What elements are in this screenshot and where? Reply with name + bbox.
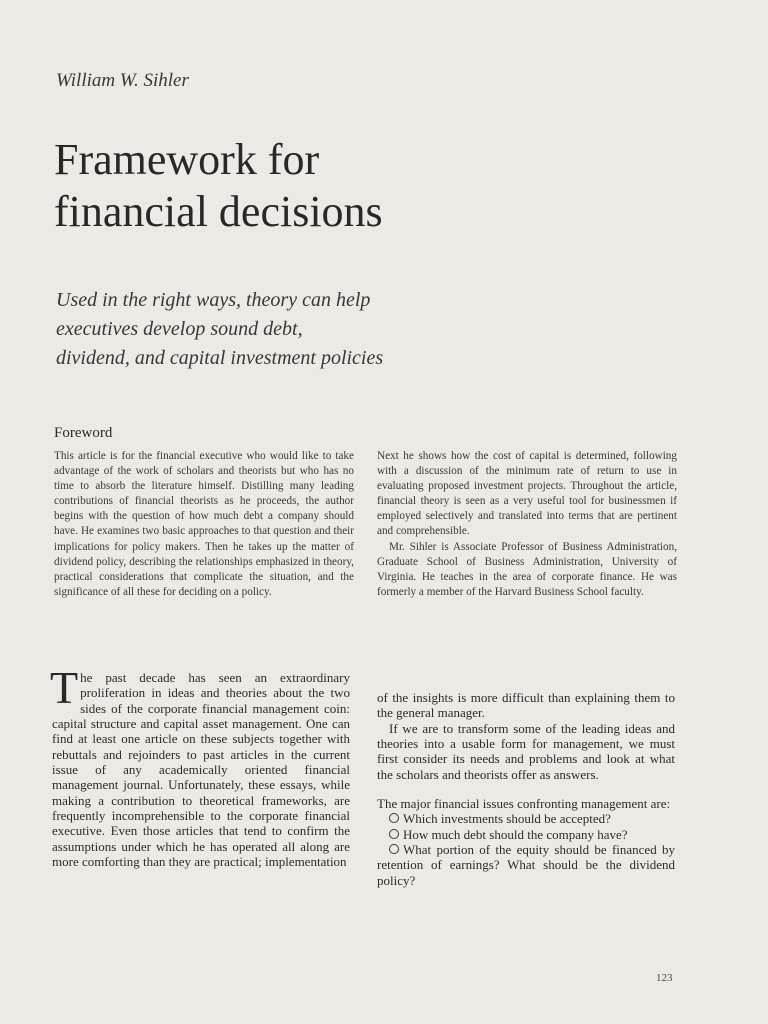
body-paragraph: of the insights is more difficult than explaining them to the general manager.	[377, 690, 675, 721]
foreword-right-column	[377, 449, 677, 600]
author-name: William W. Sihler	[56, 70, 189, 91]
circle-bullet-icon	[389, 813, 399, 823]
body-left-column	[50, 662, 350, 870]
question-text: How much debt should the company have?	[403, 826, 628, 842]
body-paragraph: If we are to transform some of the leading ideas and theories into a usable form for management, we must first consider its needs and problems and look at what the scholars and theorists offer as answers.	[377, 720, 675, 782]
circle-bullet-icon	[389, 844, 399, 854]
article-title	[54, 134, 694, 238]
page-number: 123	[656, 972, 673, 984]
question-item	[377, 842, 675, 888]
question-text: What portion of the equity should be financed by retention of earnings? What should be the dividend policy?	[377, 842, 675, 888]
drop-cap: T	[50, 662, 79, 713]
body-paragraph: The major financial issues confronting management are:	[377, 796, 671, 812]
question-item	[377, 827, 675, 842]
subtitle-line: dividend, and capital investment policies	[56, 347, 384, 369]
foreword-paragraph: Next he shows how the cost of capital is determined, following with a discussion of the minimum rate of return to use in evaluating proposed investment projects. Throughout the article, financial theory is seen as a very useful tool for businessmen if employed selectively and translated into terms that are pertinent and comprehensible.	[377, 450, 677, 538]
foreword-paragraph: This article is for the financial executive who would like to take advantage of the work of scholars and theorists but who has no time to absorb the literature himself. Distilling many leading contributions of financial theorists as he proceeds, the author begins with the question of how much debt a company should have. He examines two basic approaches to that question and their implications for policy makers. Then he takes up the matter of dividend policy, describing the relationships emphasized in theory, practical considerations that complicate the situation, and the significance of all these for deciding on a policy.	[54, 450, 354, 598]
foreword-left-column	[54, 449, 354, 600]
opening-paragraph-text: he past decade has seen an extraordinary proliferation in ideas and theories about the two sides of the corporate financial management coin: capital structure and capital asset management. One can find at least one article on these subjects together with rebuttals and rejoinders to past articles in the current issue of any academically oriented financial management journal. Unfortunately, these essays, while making a contribution to theoretical frameworks, are frequently incomprehensible to the corporate financial executive. Even those articles that tend to confirm the assumptions under which he has operated all along are more comforting than they are practical; implementation	[52, 670, 350, 870]
title-line: Framework for	[54, 135, 320, 184]
foreword-heading: Foreword	[54, 425, 113, 441]
opening-paragraph	[50, 662, 350, 870]
body-right-column	[377, 690, 675, 888]
question-item	[377, 811, 675, 826]
subtitle-line: Used in the right ways, theory can help	[56, 289, 371, 311]
author-bio-paragraph: Mr. Sihler is Associate Professor of Business Administration, Graduate School of Business Administration, University of Virginia. He teaches in the area of corporate finance. He was formerly a member of the Harvard Business School faculty.	[377, 540, 677, 598]
subtitle-line: executives develop sound debt,	[56, 318, 303, 340]
question-text: Which investments should be accepted?	[403, 811, 611, 827]
circle-bullet-icon	[389, 829, 399, 839]
title-line: financial decisions	[54, 187, 383, 236]
article-subtitle	[56, 286, 696, 373]
